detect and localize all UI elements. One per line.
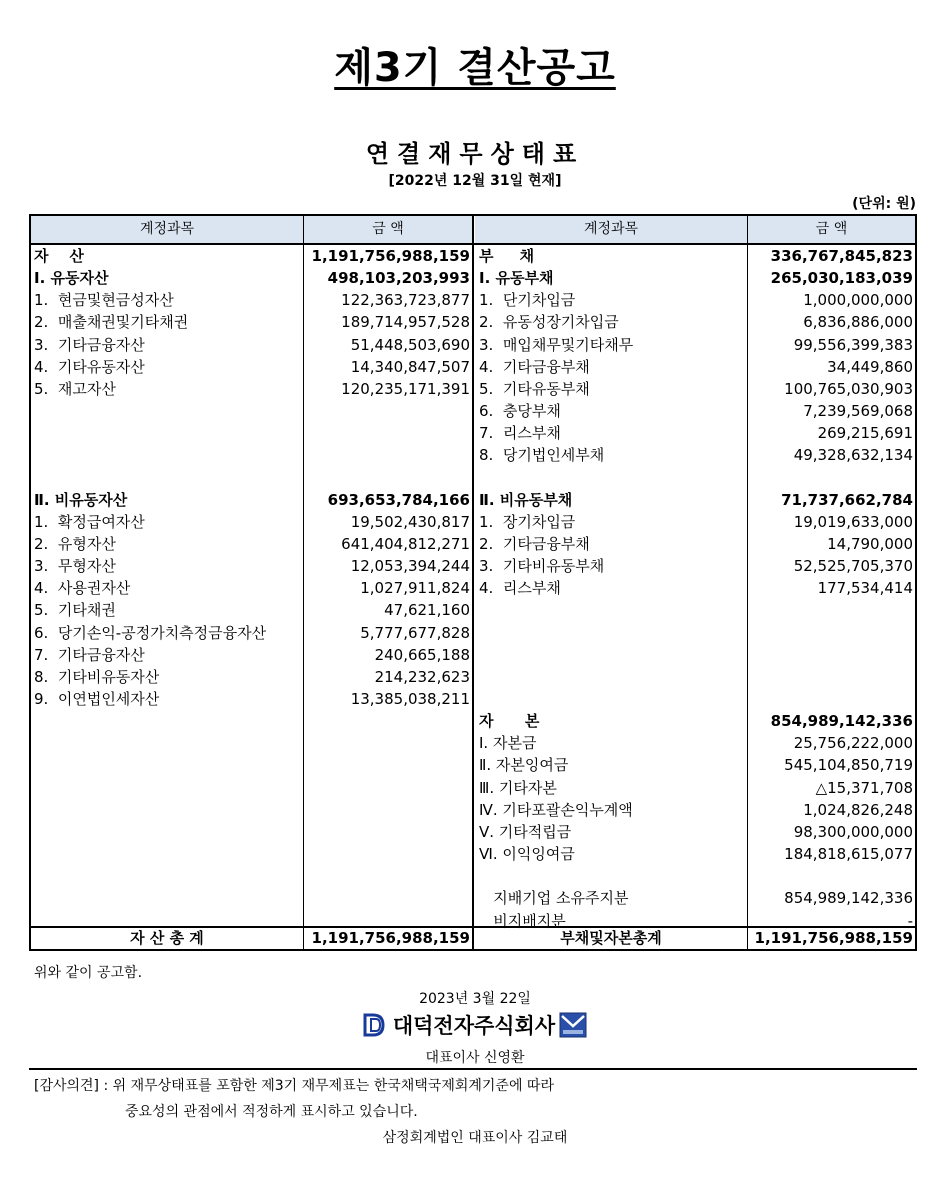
account-amount: 49,328,632,134: [793, 446, 913, 465]
company-name-block: [0, 1010, 950, 1042]
account-amount: 177,534,414: [817, 579, 913, 598]
account-label: 지배기업 소유주지분: [479, 889, 629, 908]
account-label: 4. 기타금융부채: [479, 357, 590, 376]
account-amount: [748, 467, 913, 489]
account-amount: 100,765,030,903: [784, 379, 913, 398]
account-amount: 854,989,142,336: [784, 889, 913, 908]
right-account-header: 계정과목: [475, 216, 747, 243]
unit-label: (단위: 원): [852, 196, 916, 212]
company-logo-icon: [363, 1013, 389, 1037]
account-label: [34, 467, 302, 489]
account-label: 9. 이연법인세자산: [34, 690, 160, 708]
account-label: [34, 444, 302, 466]
company-seal-icon: [559, 1012, 587, 1038]
account-label: [479, 599, 745, 621]
total-liabilities-equity-label: 부채및자본총계: [560, 929, 662, 947]
account-label: [479, 622, 745, 644]
audit-opinion-line1: [감사의견] : 위 재무상태표를 포함한 제3기 재무제표는 한국채택국제회계기준에 따라: [34, 1078, 554, 1094]
total-assets-amount: 1,191,756,988,159: [311, 929, 470, 947]
account-label: 4. 리스부채: [479, 579, 561, 598]
account-label: [34, 400, 302, 422]
account-amount: 6,836,886,000: [803, 313, 913, 332]
account-amount: 854,989,142,336: [770, 712, 913, 731]
account-amount: [304, 467, 470, 489]
account-label: [479, 467, 745, 489]
account-amount: 498,103,203,993: [327, 269, 470, 288]
account-amount: 240,665,188: [374, 645, 470, 664]
account-amount: 12,053,394,244: [350, 557, 470, 576]
account-amount: 122,363,723,877: [341, 291, 470, 310]
account-label: Ⅲ. 기타자본: [479, 778, 557, 797]
account-label: Ⅱ. 자본잉여금: [479, 756, 569, 775]
account-amount: 269,215,691: [817, 424, 913, 443]
account-amount: -: [907, 911, 913, 930]
account-label: Ⅰ. 유동부채: [479, 269, 554, 288]
account-label: Ⅰ. 자본금: [479, 734, 537, 753]
right-amount-header: 금 액: [748, 216, 915, 243]
account-label: 5. 기타유동부채: [479, 379, 590, 398]
account-label: [479, 688, 745, 710]
account-amount: [748, 622, 913, 644]
account-amount: 1,191,756,988,159: [311, 247, 470, 265]
account-label: 6. 충당부채: [479, 402, 561, 421]
column-divider-center: [472, 216, 474, 949]
account-label: 2. 유동성장기차입금: [479, 313, 619, 332]
account-amount: 7,239,569,068: [803, 402, 913, 421]
account-amount: 14,790,000: [827, 534, 913, 553]
footer-divider: [29, 1068, 917, 1070]
account-amount: [748, 688, 913, 710]
account-amount: 14,340,847,507: [350, 357, 470, 376]
account-amount: 641,404,812,271: [341, 534, 470, 553]
account-amount: 336,767,845,823: [770, 247, 913, 265]
account-amount: 13,385,038,211: [350, 690, 470, 708]
account-label: 8. 기타비유동자산: [34, 667, 160, 686]
account-amount: [748, 644, 913, 666]
account-label: 7. 기타금융자산: [34, 645, 145, 664]
account-amount: 1,000,000,000: [803, 291, 913, 310]
account-amount: 19,019,633,000: [793, 512, 913, 531]
account-label: 자 본: [479, 712, 540, 731]
account-amount: 184,818,615,077: [784, 845, 913, 864]
account-amount: [304, 422, 470, 444]
account-label: 4. 사용권자산: [34, 579, 131, 598]
account-label: 부 채: [479, 247, 535, 265]
account-label: 5. 재고자산: [34, 379, 116, 398]
account-label: [479, 865, 745, 887]
account-amount: 214,232,623: [374, 667, 470, 686]
account-amount: 1,024,826,248: [803, 800, 913, 819]
account-label: 2. 매출채권및기타채권: [34, 313, 189, 332]
account-amount: 1,027,911,824: [360, 579, 470, 598]
account-amount: 99,556,399,383: [793, 335, 913, 354]
account-label: 3. 무형자산: [34, 557, 116, 576]
account-amount: [748, 599, 913, 621]
ceo-name: 대표이사 신영환: [425, 1050, 525, 1066]
company-name: 대덕전자주식회사: [392, 1014, 556, 1038]
account-amount: 120,235,171,391: [341, 379, 470, 398]
account-label: 5. 기타채권: [34, 601, 116, 620]
account-amount: △15,371,708: [815, 778, 913, 797]
audit-opinion-line2: 중요성의 관점에서 적정하게 표시하고 있습니다.: [125, 1104, 418, 1120]
notice-date: 2023년 3월 22일: [419, 991, 531, 1007]
account-label: 6. 당기손익-공정가치측정금융자산: [34, 623, 267, 642]
account-amount: 693,653,784,166: [327, 490, 470, 509]
account-amount: 98,300,000,000: [793, 822, 913, 841]
account-label: 4. 기타유동자산: [34, 357, 145, 376]
account-amount: 51,448,503,690: [350, 335, 470, 354]
account-amount: 34,449,860: [827, 357, 913, 376]
account-label: Ⅵ. 이익잉여금: [479, 845, 575, 864]
account-label: 2. 유형자산: [34, 534, 116, 553]
account-amount: 265,030,183,039: [770, 269, 913, 288]
account-label: [34, 422, 302, 444]
account-label: 자 산: [34, 247, 84, 265]
account-label: 1. 장기차입금: [479, 512, 576, 531]
auditor-name: 삼정회계법인 대표이사 김교태: [382, 1130, 568, 1146]
page-title: 제3기 결산공고: [334, 45, 616, 91]
account-amount: 71,737,662,784: [781, 490, 913, 509]
account-label: Ⅳ. 기타포괄손익누계액: [479, 800, 633, 819]
left-amount-header: 금 액: [304, 216, 472, 243]
account-label: 7. 리스부채: [479, 424, 561, 443]
left-account-header: 계정과목: [31, 216, 303, 243]
statement-date: [2022년 12월 31일 현재]: [388, 173, 562, 189]
statement-title: 연결재무상태표: [365, 140, 585, 168]
account-amount: [748, 865, 913, 887]
account-amount: [304, 444, 470, 466]
account-amount: 189,714,957,528: [341, 313, 470, 332]
account-label: Ⅴ. 기타적립금: [479, 822, 572, 841]
account-label: Ⅱ. 비유동자산: [34, 490, 128, 509]
account-amount: 25,756,222,000: [793, 734, 913, 753]
total-liabilities-equity-amount: 1,191,756,988,159: [754, 929, 913, 947]
account-label: 1. 현금및현금성자산: [34, 291, 174, 310]
account-label: 1. 단기차입금: [479, 291, 576, 310]
account-label: [479, 644, 745, 666]
balance-sheet-table: [29, 214, 917, 951]
account-label: 3. 매입채무및기타채무: [479, 335, 634, 354]
account-label: Ⅰ. 유동자산: [34, 269, 109, 288]
account-amount: 52,525,705,370: [793, 557, 913, 576]
notice-text: 위와 같이 공고함.: [34, 965, 143, 981]
account-amount: 545,104,850,719: [784, 756, 913, 775]
total-assets-label: 자 산 총 계: [130, 929, 204, 947]
account-amount: 47,621,160: [384, 601, 470, 620]
account-amount: [748, 666, 913, 688]
account-amount: [304, 400, 470, 422]
account-label: Ⅱ. 비유동부채: [479, 490, 573, 509]
account-label: [479, 666, 745, 688]
account-label: 2. 기타금융부채: [479, 534, 590, 553]
account-amount: 5,777,677,828: [360, 623, 470, 642]
account-label: 3. 기타비유동부채: [479, 557, 605, 576]
account-label: 비지배지분: [479, 911, 566, 930]
account-label: 1. 확정급여자산: [34, 512, 145, 531]
account-label: 8. 당기법인세부채: [479, 446, 605, 465]
account-amount: 19,502,430,817: [350, 512, 470, 531]
account-label: 3. 기타금융자산: [34, 335, 145, 354]
